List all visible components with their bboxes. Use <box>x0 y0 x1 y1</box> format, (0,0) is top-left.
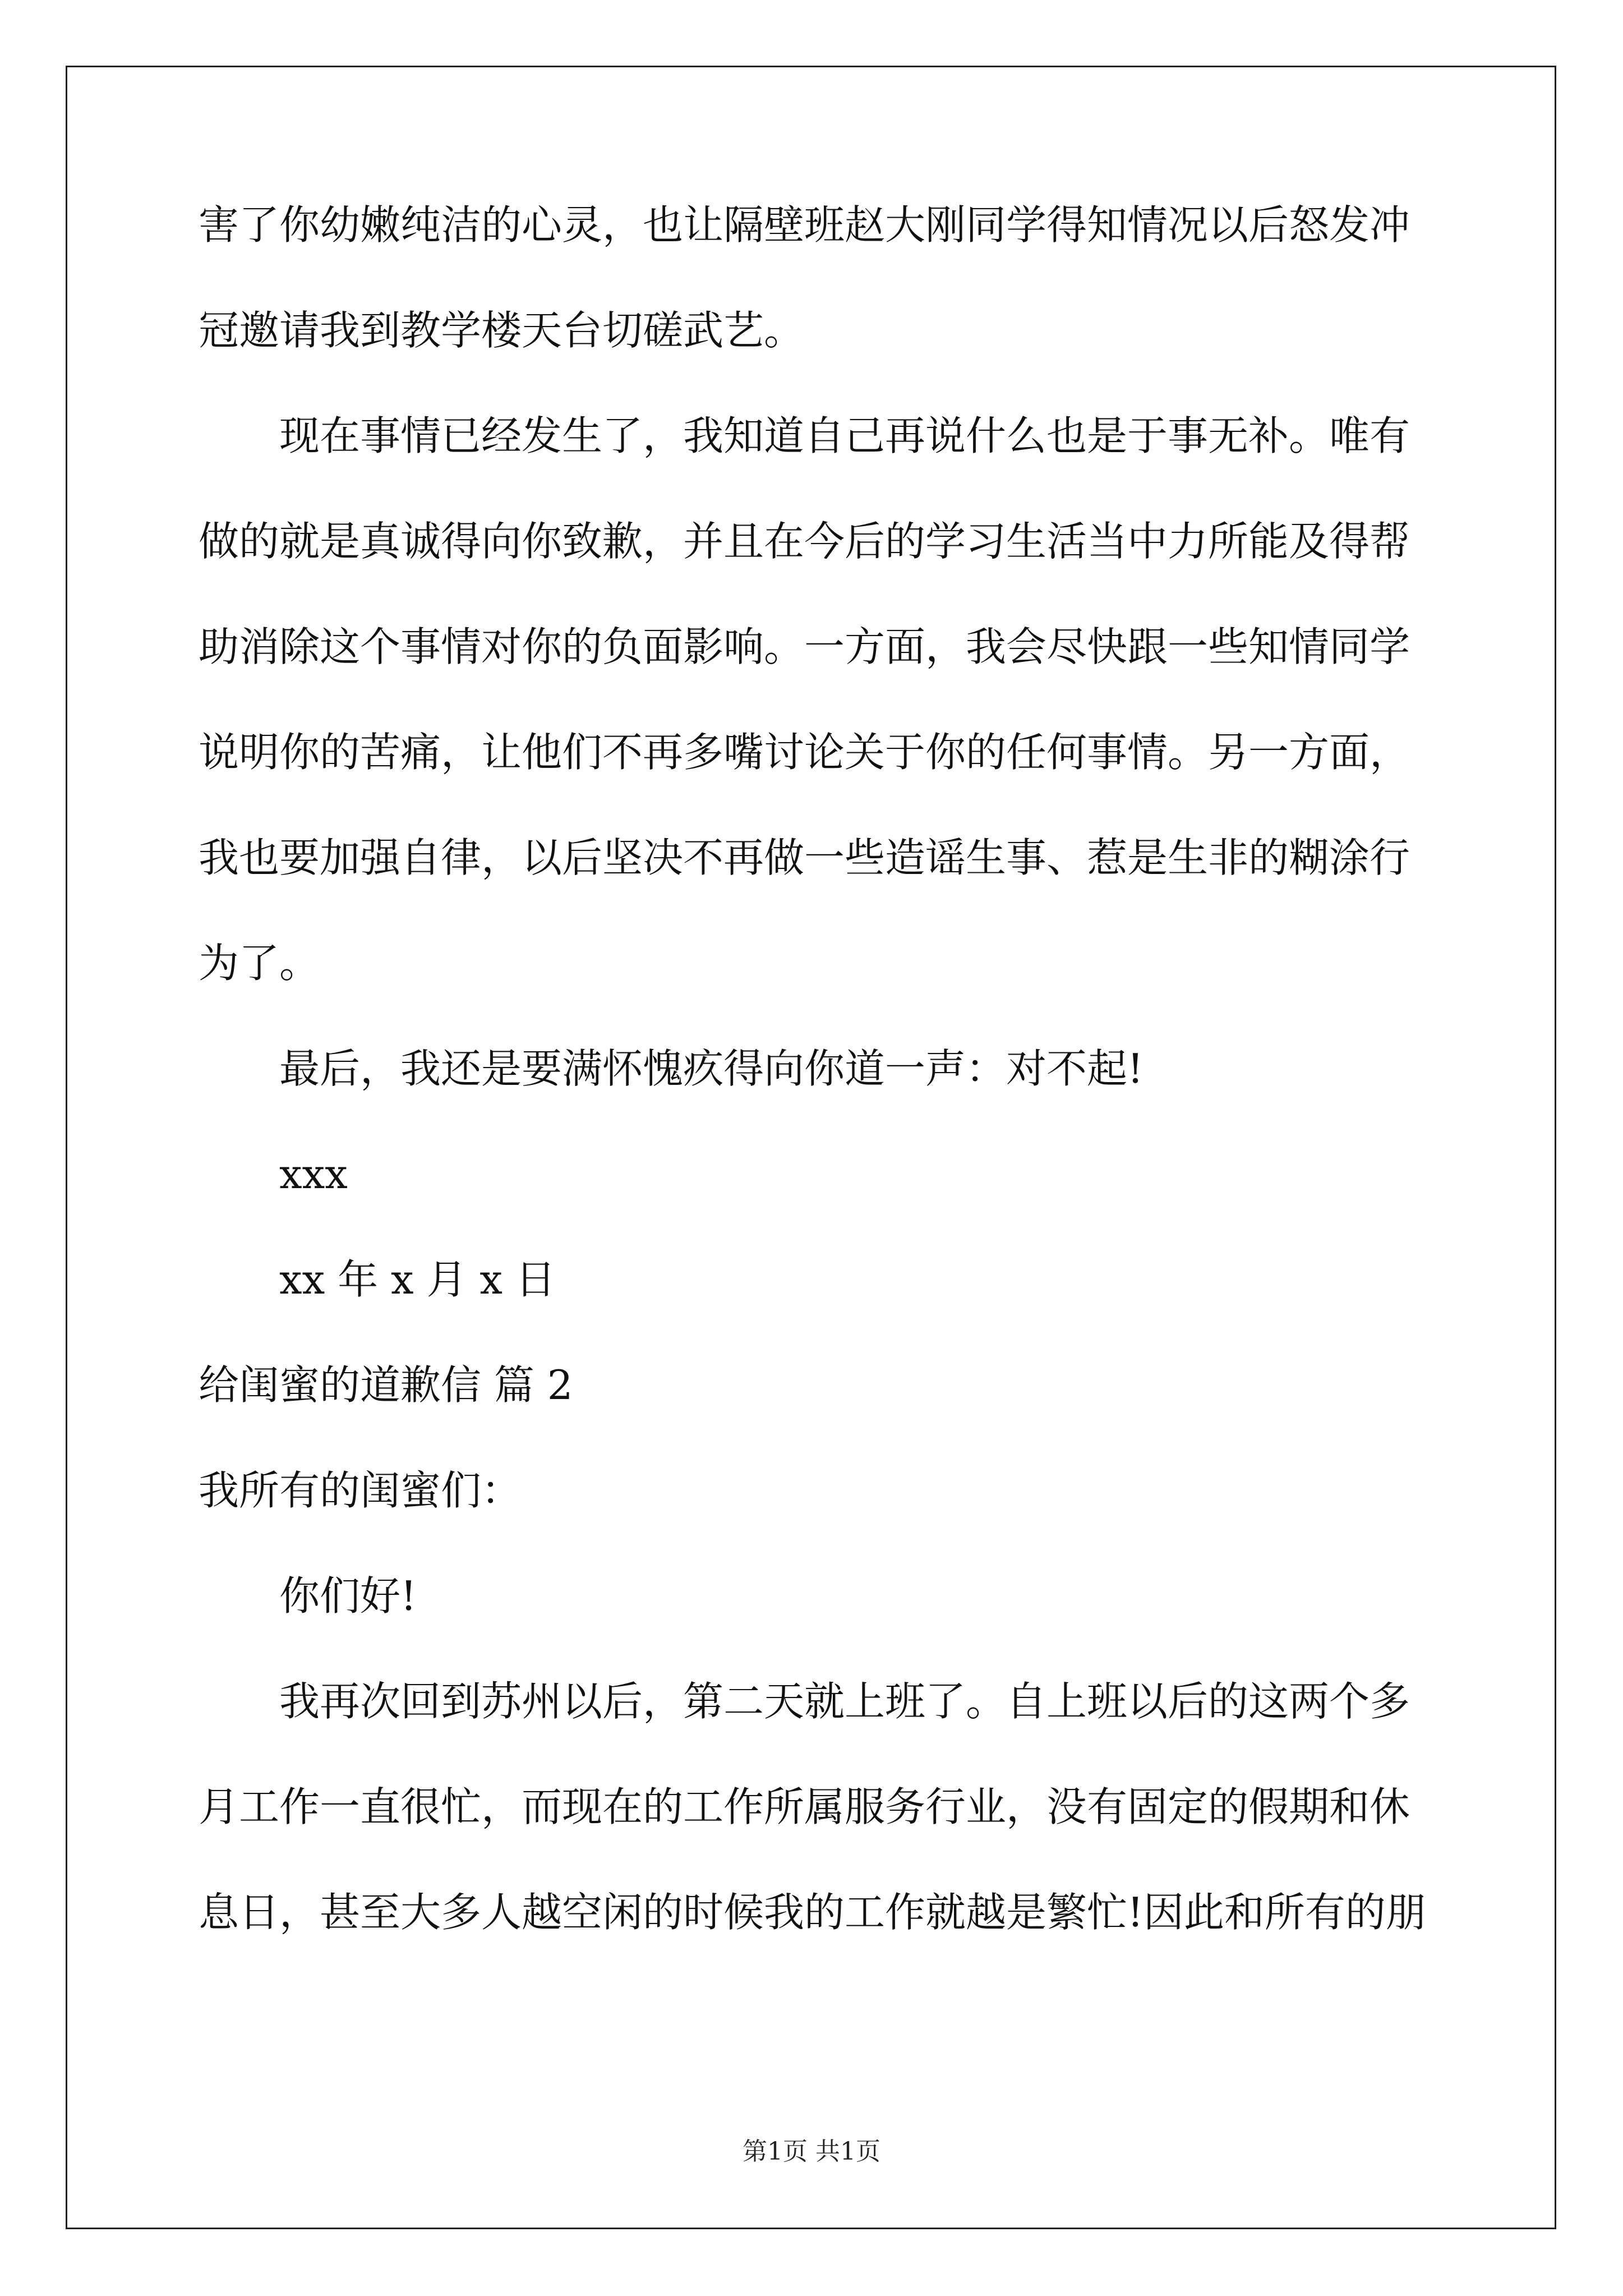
paragraph-line: 息日，甚至大多人越空闲的时候我的工作就越是繁忙!因此和所有的朋 <box>199 1889 1426 1936</box>
page-footer: 第1页 共1页 <box>743 2137 880 2166</box>
greeting: 你们好! <box>279 1572 417 1619</box>
paragraph-line: 现在事情已经发生了，我知道自己再说什么也是于事无补。唯有 <box>279 412 1410 459</box>
paragraph-line: 我也要加强自律，以后坚决不再做一些造谣生事、惹是生非的糊涂行 <box>199 834 1410 881</box>
section-heading: 给闺蜜的道歉信 篇 2 <box>199 1361 573 1409</box>
paragraph-line: 月工作一直很忙，而现在的工作所属服务行业，没有固定的假期和休 <box>199 1783 1410 1830</box>
paragraph-line: 冠邀请我到教学楼天台切磋武艺。 <box>199 307 805 354</box>
paragraph-line: 我再次回到苏州以后，第二天就上班了。自上班以后的这两个多 <box>279 1678 1410 1725</box>
signature-name: xxx <box>279 1151 348 1198</box>
paragraph-line: 助消除这个事情对你的负面影响。一方面，我会尽快跟一些知情同学 <box>199 623 1410 670</box>
paragraph-line: 做的就是真诚得向你致歉，并且在今后的学习生活当中力所能及得帮 <box>199 518 1410 565</box>
paragraph-line: 害了你幼嫩纯洁的心灵，也让隔壁班赵大刚同学得知情况以后怒发冲 <box>199 201 1410 249</box>
paragraph-line: 为了。 <box>199 940 320 987</box>
paragraph-line: 说明你的苦痛，让他们不再多嘴讨论关于你的任何事情。另一方面， <box>199 729 1410 776</box>
paragraph-line: 最后，我还是要满怀愧疚得向你道一声：对不起! <box>279 1045 1144 1092</box>
salutation: 我所有的闺蜜们： <box>199 1467 522 1514</box>
signature-date: xx 年 x 月 x 日 <box>279 1256 556 1303</box>
document-body <box>199 201 1432 1998</box>
